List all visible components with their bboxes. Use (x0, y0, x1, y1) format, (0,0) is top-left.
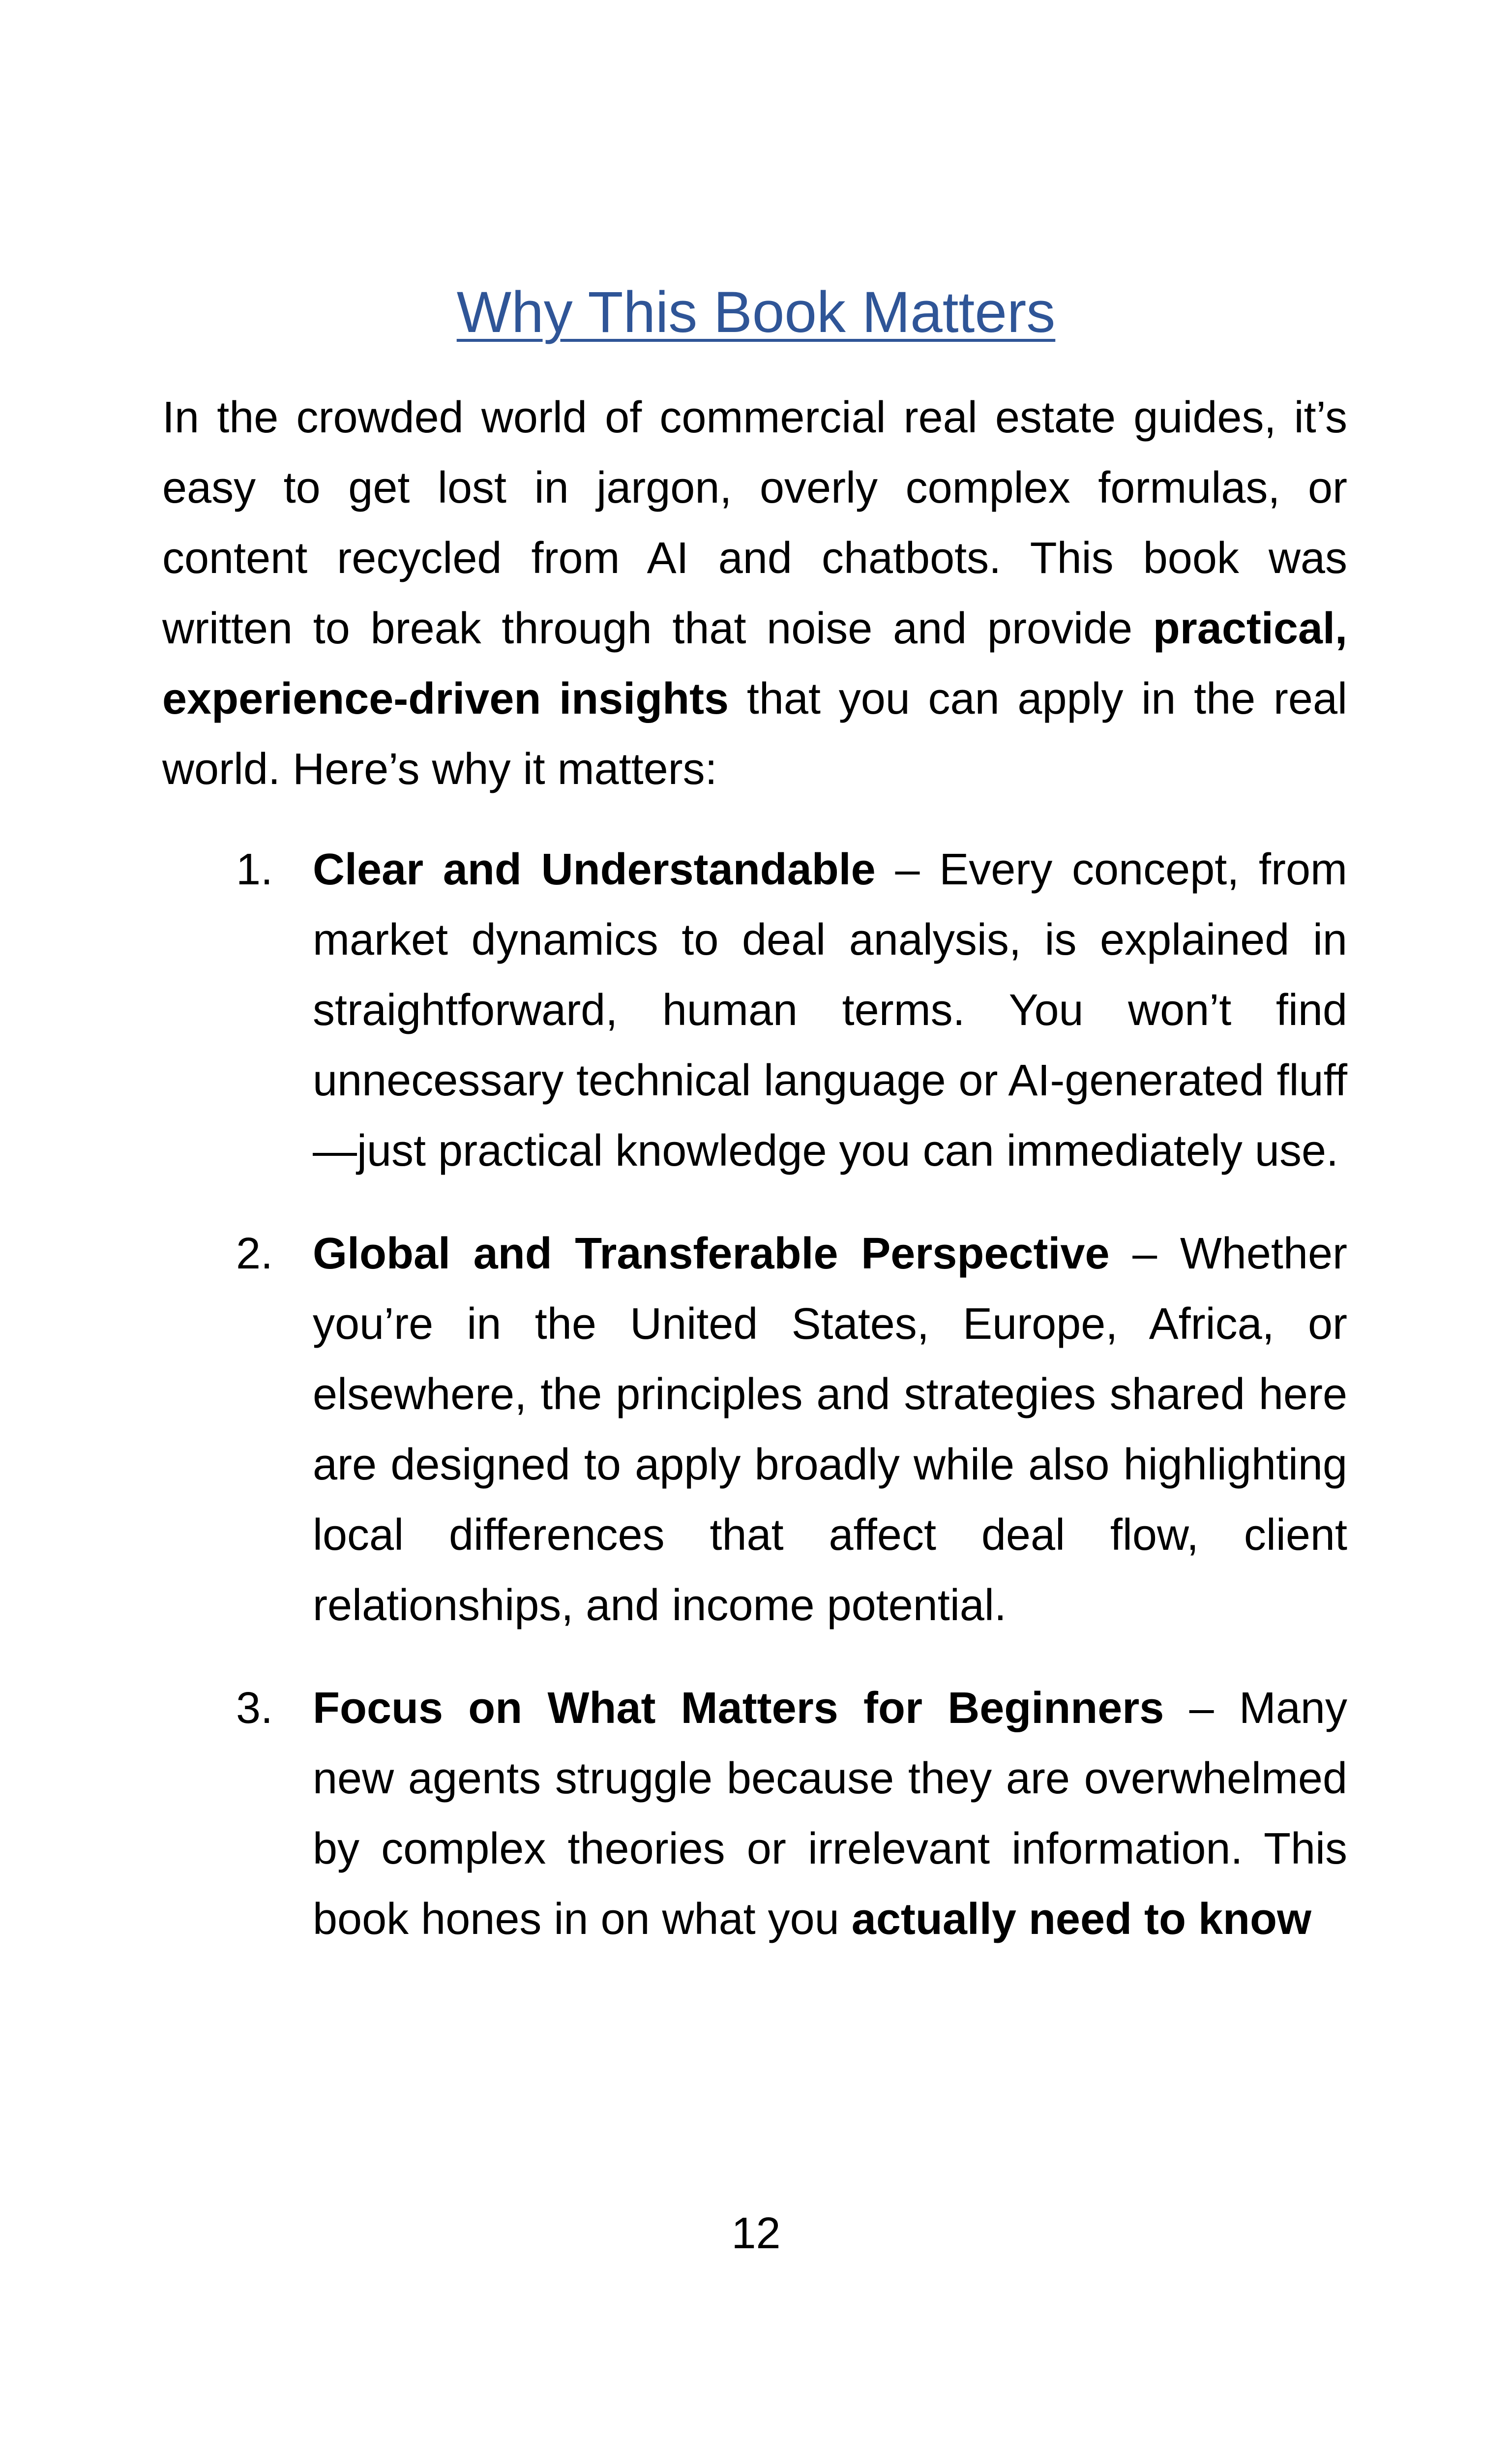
list-item (162, 1219, 1347, 1641)
list-item-number: 1. (236, 845, 273, 894)
list-item-title: Clear and Understandable (313, 845, 876, 894)
list-item-text: – Many new agents struggle because they are overwhelmed by complex theories or irrelevant information. This book hones in on what you (313, 1684, 1347, 1944)
list-item-bold-end: actually need to know (851, 1895, 1311, 1944)
intro-paragraph (162, 383, 1347, 805)
reasons-list (162, 835, 1347, 1955)
list-item (162, 1673, 1347, 1955)
list-item-text: – Every concept, from market dynamics to deal analysis, is explained in straightforward, human terms. You won’t find unnecessary technical language or AI-generated fluff—just practical knowledge you can immediately use. (313, 845, 1347, 1176)
intro-text-end: that you can apply in the real world. Here’s why it matters: (162, 674, 1347, 794)
list-item-title: Global and Transferable Perspective (313, 1229, 1110, 1278)
intro-bold-phrase: practical, experience-driven insights (162, 604, 1347, 724)
list-item-text: – Whether you’re in the United States, Europe, Africa, or elsewhere, the principles and strategies shared here are designed to apply broadly while also highlighting local differences that affect deal flow, client relationships, and income potential. (313, 1229, 1348, 1630)
list-item-number: 3. (236, 1684, 273, 1733)
list-item (162, 835, 1347, 1186)
list-item-number: 2. (236, 1229, 273, 1278)
list-item-title: Focus on What Matters for Beginners (313, 1684, 1164, 1733)
page-number: 12 (731, 2209, 781, 2258)
intro-text-start: In the crowded world of commercial real estate guides, it’s easy to get lost in jargon, overly complex formulas, or content recycled from AI and chatbots. This book was written to break through that noise and provide (162, 393, 1347, 653)
section-heading: Why This Book Matters (456, 280, 1056, 345)
